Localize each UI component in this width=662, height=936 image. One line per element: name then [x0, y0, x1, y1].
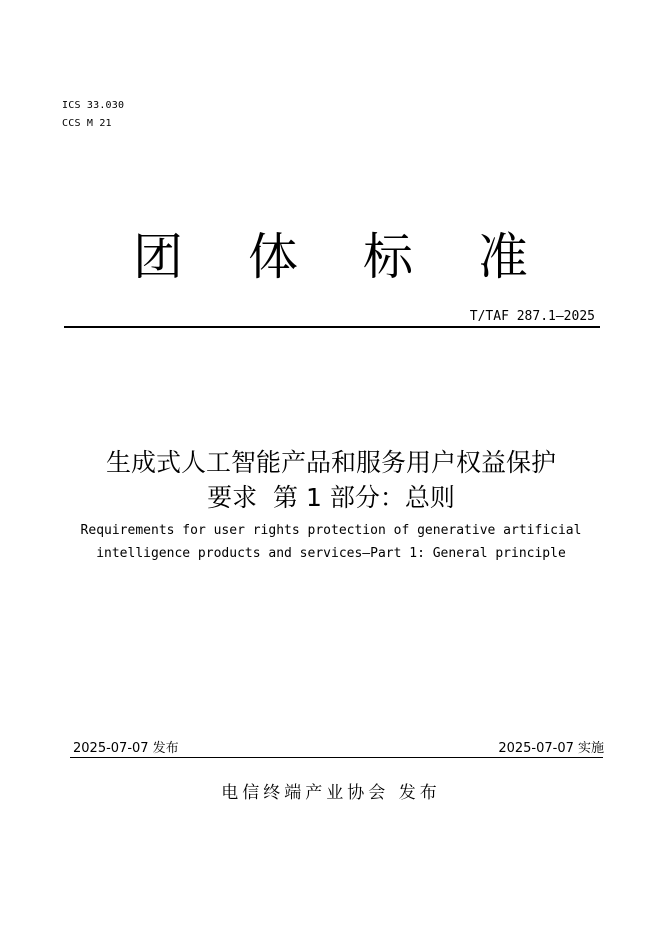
standard-type-char: 体 [248, 228, 298, 286]
issue-date: 2025-07-07 发布 [73, 741, 179, 756]
chinese-title-line-2: 要求 第 1 部分：总则 [207, 483, 455, 512]
implementation-date: 2025-07-07 实施 [498, 741, 604, 756]
ccs-code: CCS M 21 [62, 118, 112, 129]
english-title-line-2: intelligence products and services—Part 1: General principle [96, 546, 566, 561]
chinese-title-line-1: 生成式人工智能产品和服务用户权益保护 [105, 448, 556, 477]
standard-type-char: 标 [363, 228, 413, 286]
standard-number: T/TAF 287.1—2025 [469, 309, 595, 324]
footer-divider [70, 757, 603, 758]
header-divider [64, 326, 600, 328]
standard-type-title [0, 222, 662, 292]
standard-type-char: 准 [478, 228, 528, 286]
ics-code: ICS 33.030 [62, 100, 125, 111]
standard-type-char: 团 [133, 228, 183, 286]
publisher: 电信终端产业协会 发布 [221, 783, 441, 803]
english-title-line-1: Requirements for user rights protection of generative artificial [80, 523, 582, 538]
